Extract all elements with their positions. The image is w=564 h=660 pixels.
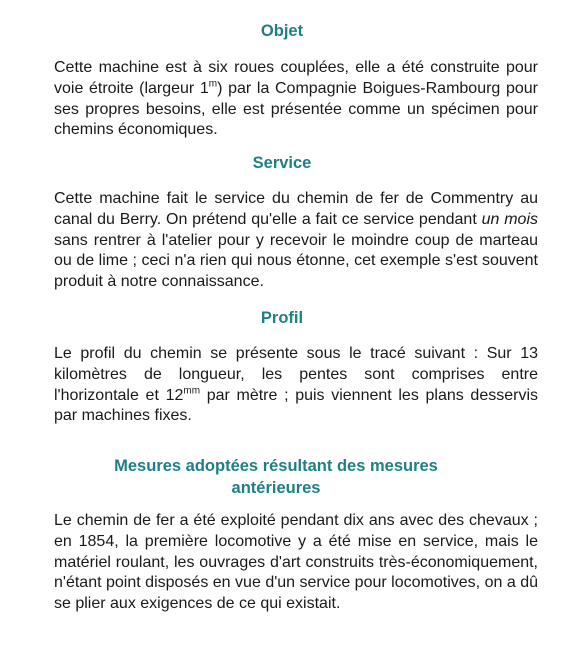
superscript-unit-m: m: [208, 78, 218, 90]
paragraph-profil-part1: Le profil du chemin se présente sous le tracé suivant : Sur 13 kilomètres de longueur, les pentes sont comprises entre l'horizontale et 12: [54, 345, 538, 404]
paragraph-profil: [54, 344, 538, 427]
paragraph-mesures-wrap: [54, 511, 538, 615]
paragraph-service-italic: un mois: [481, 210, 538, 228]
paragraph-service-part1: Cette machine fait le service du chemin de fer de Commentry au canal du Berry. On prétend qu'elle a fait ce service pendant: [54, 190, 538, 228]
paragraph-profil-part2: par mètre ; puis viennent les plans desservis par machines fixes.: [54, 386, 539, 425]
section-objet: [54, 20, 538, 42]
paragraph-service: [54, 189, 538, 293]
paragraph-service-wrap: [54, 189, 538, 293]
heading-mesures-line1: Mesures adoptées résultant des mesures: [114, 457, 438, 475]
superscript-unit-mm: mm: [183, 385, 201, 397]
paragraph-objet: [54, 58, 538, 141]
heading-mesures: [34, 455, 518, 499]
section-mesures: [54, 455, 538, 499]
heading-mesures-line2: antérieures: [231, 479, 321, 497]
paragraph-mesures: Le chemin de fer a été exploité pendant dix ans avec des chevaux ; en 1854, la première locomotive y a été mise en service, mais le matériel roulant, les ouvrages d'art construits très-économiquement, n'étant point disposés en vue d'un service pour locomotives, on a dû se plier aux exigences de ce qui existait.: [54, 512, 538, 613]
paragraph-service-part2: sans rentrer à l'atelier pour y recevoir le moindre coup de marteau ou de lime ; ceci n'a rien qui nous étonne, cet exemple s'est souvent produit à notre connaissance.: [54, 231, 538, 291]
heading-service: Service: [252, 154, 312, 172]
section-service: [54, 152, 538, 174]
paragraph-objet-wrap: [54, 58, 538, 141]
paragraph-profil-wrap: [54, 344, 538, 427]
section-profil: [54, 307, 538, 329]
heading-profil: Profil: [260, 309, 304, 327]
paragraph-objet-part1: Cette machine est à six roues couplées, elle a été construite pour voie étroite (largeur 1: [54, 59, 538, 97]
heading-objet: Objet: [260, 22, 304, 40]
paragraph-objet-part2: ) par la Compagnie Boigues-Rambourg pour ses propres besoins, elle est présentée comme un spécimen pour chemins économiques.: [54, 79, 538, 139]
